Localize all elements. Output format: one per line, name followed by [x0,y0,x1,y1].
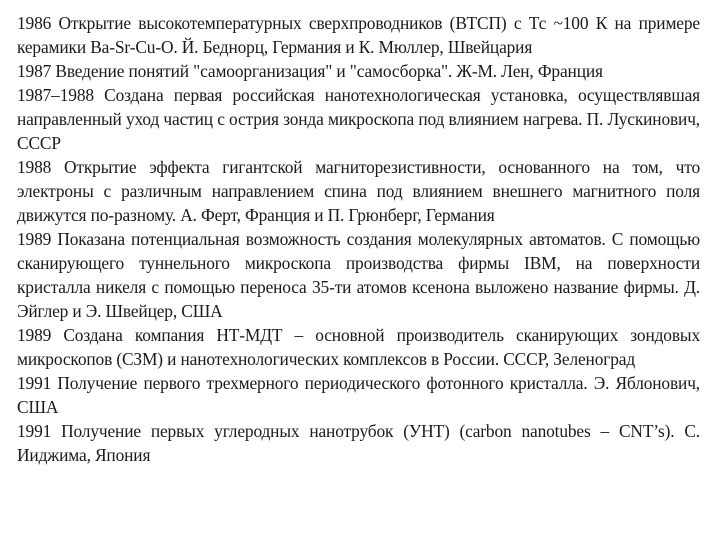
timeline-list [17,11,700,467]
timeline-entry-1986: 1986 Открытие высокотемпературных сверхпроводников (ВТСП) с Тс ~100 К на примере керамики Ba-Sr-Cu-O. Й. Беднорц, Германия и К. Мюллер, Швейцария [17,13,700,57]
timeline-entry-1987-1988: 1987–1988 Создана первая российская нанотехнологическая установка, осуществлявшая направленный уход частиц с острия зонда микроскопа под влиянием нагрева. П. Лускинович, СССР [17,85,700,153]
timeline-entry-1987: 1987 Введение понятий "самоорганизация" и "самосборка". Ж-М. Лен, Франция [17,61,603,81]
timeline-entry-1989-nt-mdt: 1989 Создана компания НТ-МДТ – основной производитель сканирующих зондовых микроскопов (СЗМ) и нанотехнологических комплексов в России. СССР, Зеленоград [17,325,700,369]
timeline-entry-1988: 1988 Открытие эффекта гигантской магниторезистивности, основанного на том, что электроны с различным направлением спина под влиянием внешнего магнитного поля движутся по-разному. А. Ферт, Франция и П. Грюнберг, Германия [17,157,700,225]
timeline-entry-1991-nanotubes: 1991 Получение первых углеродных нанотрубок (УНТ) (carbon nanotubes – CNT’s). С. Ииджима, Япония [17,421,700,465]
timeline-entry-1991-photonic: 1991 Получение первого трехмерного периодического фотонного кристалла. Э. Яблонович, США [17,373,700,417]
timeline-entry-1989-ibm: 1989 Показана потенциальная возможность создания молекулярных автоматов. С помощью сканирующего туннельного микроскопа производства фирмы IBM, на поверхности кристалла никеля с помощью переноса 35-ти атомов ксенона выложено название фирмы. Д. Эйглер и Э. Швейцер, США [17,229,700,321]
